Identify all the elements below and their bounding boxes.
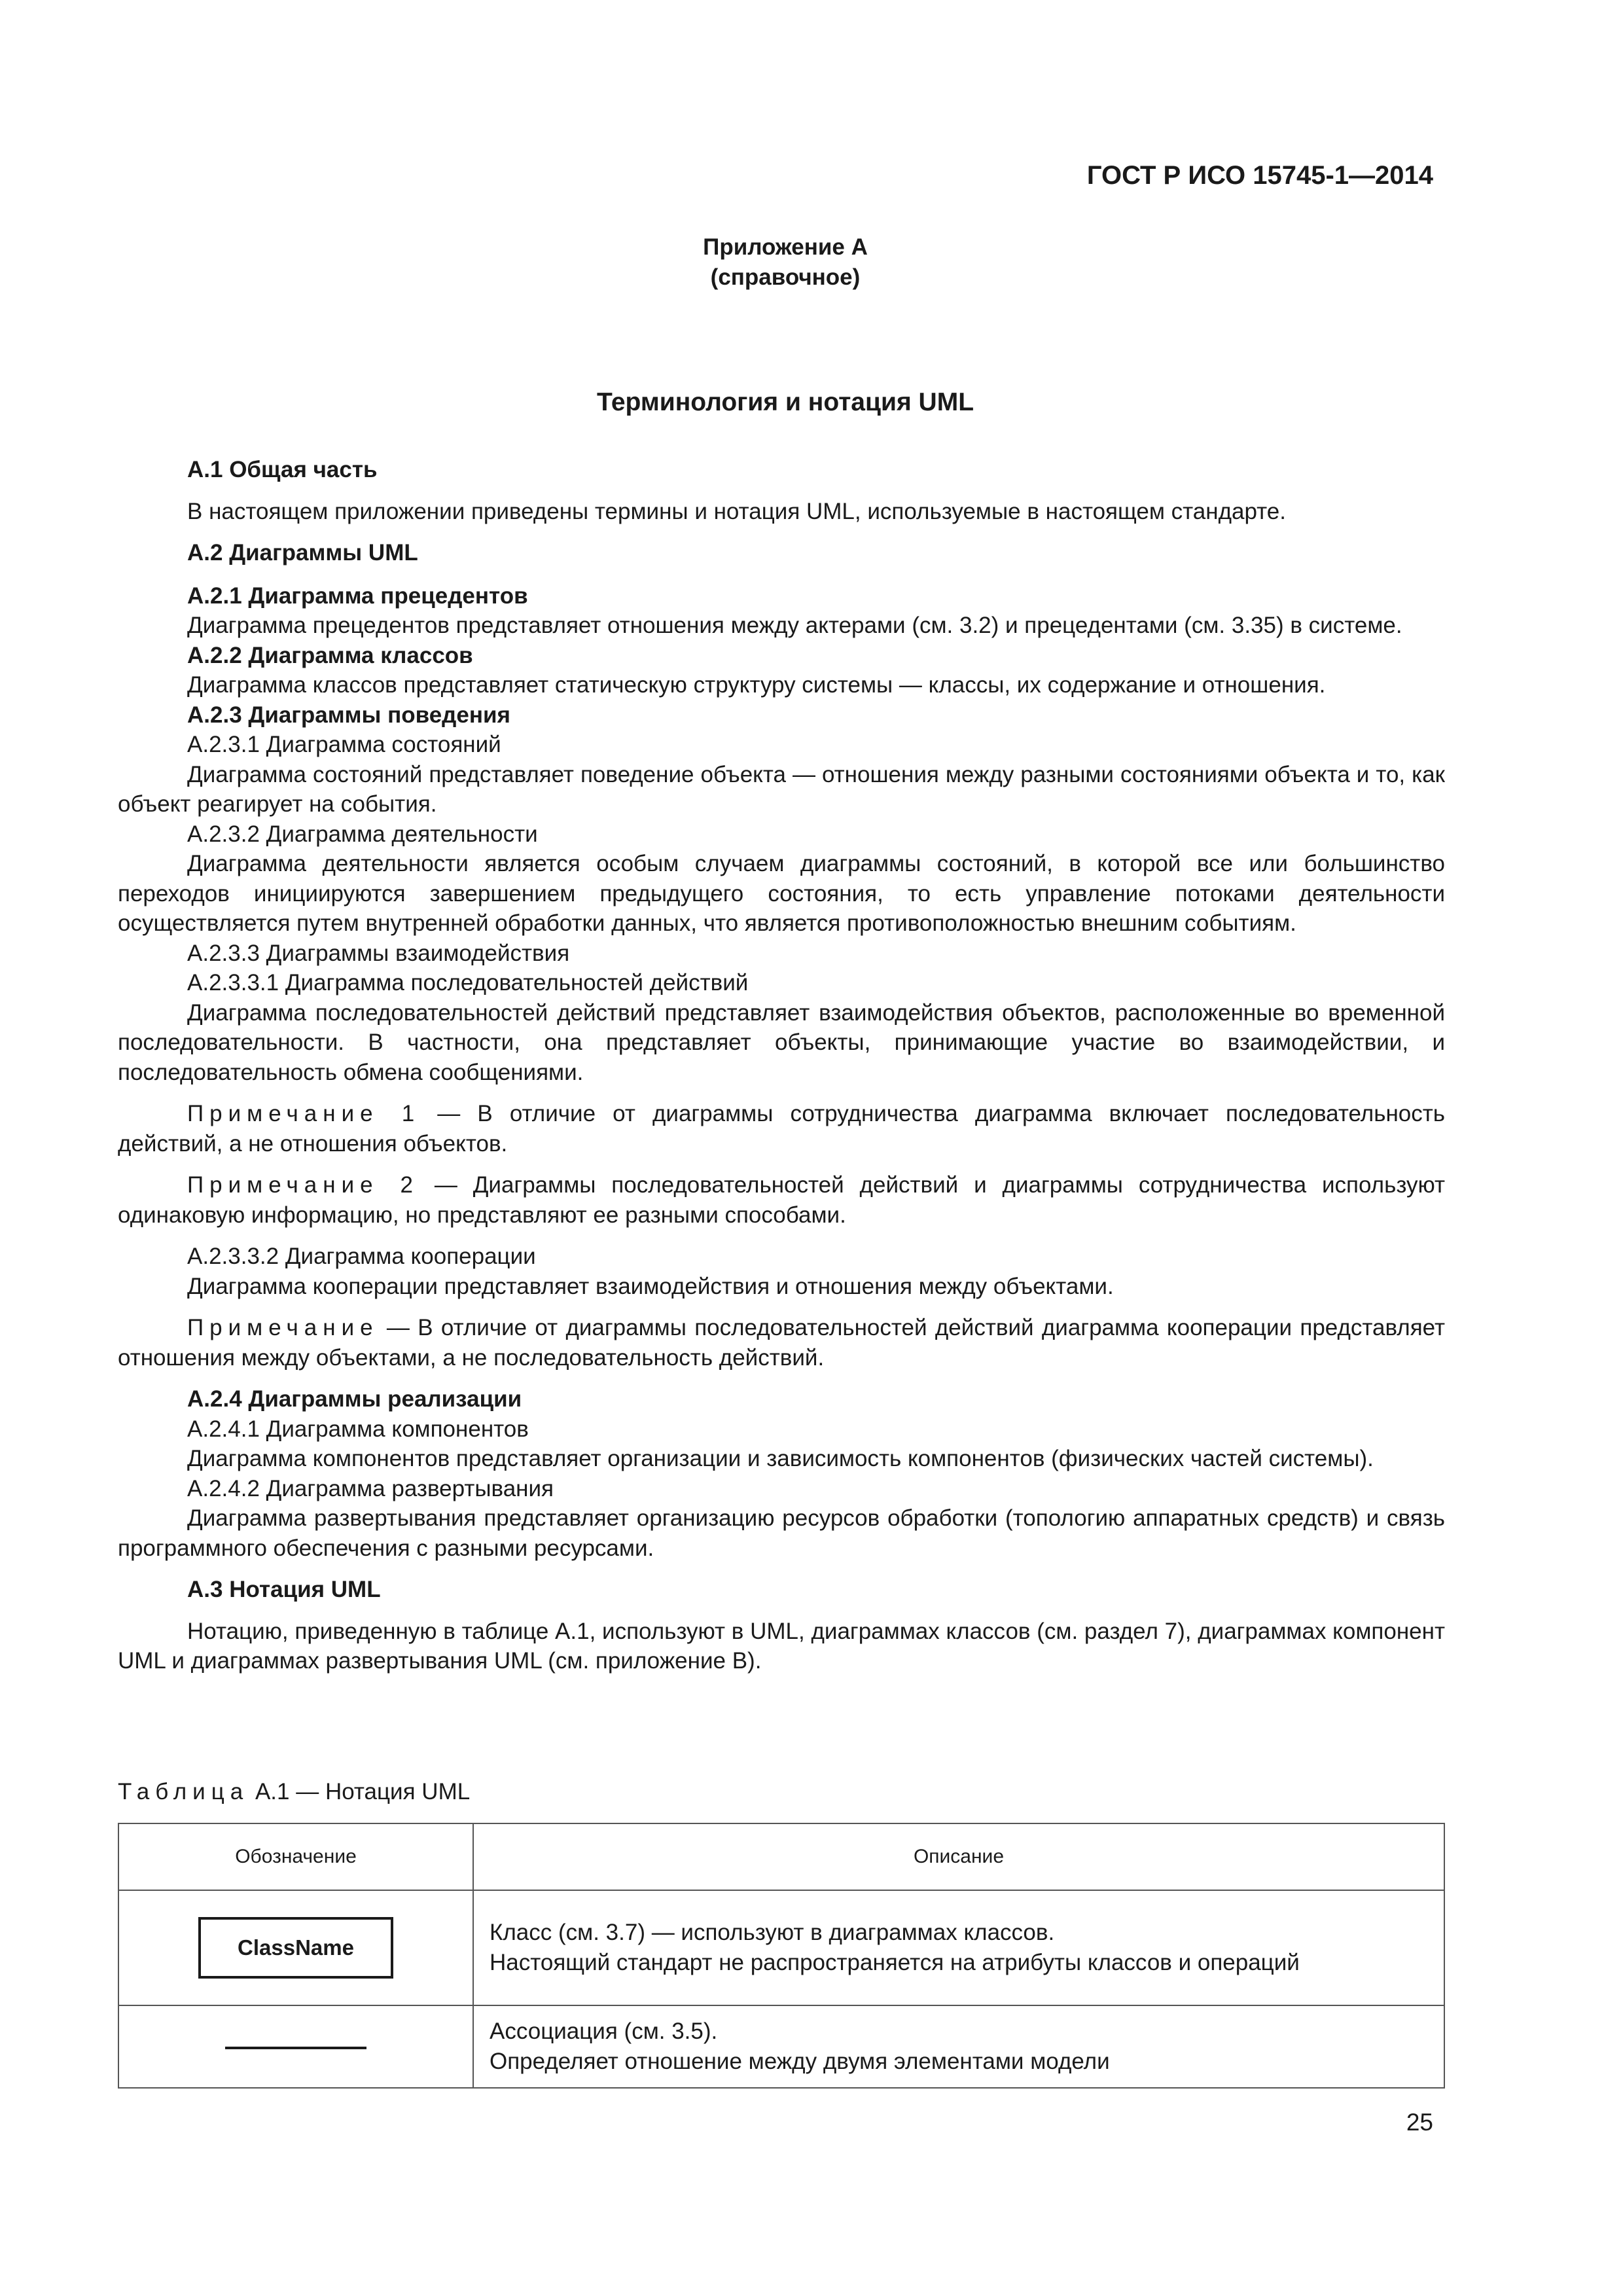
section-a242-title: А.2.4.2 Диаграмма развертывания (187, 1475, 554, 1501)
class-symbol-cell (118, 1890, 473, 2005)
document-header: ГОСТ Р ИСО 15745-1—2014 (1086, 161, 1433, 190)
note-1 (118, 1099, 1445, 1158)
column-header-description: Описание (473, 1823, 1444, 1890)
section-a2331-title: А.2.3.3.1 Диаграмма последовательностей действий (187, 970, 749, 996)
class-description-cell (473, 1890, 1444, 2005)
description-line: Ассоциация (см. 3.5). (490, 2018, 718, 2044)
page-title: Терминология и нотация UML (596, 388, 974, 416)
section-a24-title: А.2.4 Диаграммы реализации (187, 1386, 522, 1412)
note-1-label: Примечание 1 (187, 1101, 421, 1126)
annex-status: (справочное) (710, 264, 861, 290)
annex-title: Приложение А (703, 234, 868, 260)
note-3-label: Примечание (187, 1315, 379, 1340)
section-a3-text: Нотацию, приведенную в таблице А.1, используют в UML, диаграммах классов (см. раздел 7), диаграммах компонент UML и диаграммах развертывания UML (см. приложение В). (118, 1618, 1445, 1674)
note-2-label: Примечание 2 (187, 1172, 419, 1198)
table-row (118, 1890, 1444, 2005)
uml-notation-table (118, 1823, 1445, 2089)
note-1-text: — В отличие от диаграммы сотрудничества диаграмма включает последовательность действий, а не отношения объектов. (118, 1101, 1445, 1157)
column-header-symbol: Обозначение (118, 1823, 473, 1890)
section-a242-text: Диаграмма развертывания представляет организацию ресурсов обработки (топологию аппаратных средств) и связь программного обеспечения с разными ресурсами. (118, 1505, 1445, 1561)
section-a2-title: А.2 Диаграммы UML (187, 540, 418, 565)
document-body (118, 455, 1445, 1676)
association-description-cell (473, 2005, 1444, 2088)
description-line: Определяет отношение между двумя элементами модели (490, 2049, 1110, 2074)
table-caption (118, 1779, 470, 1805)
page-number: 25 (1406, 2109, 1433, 2136)
section-a21-title: А.2.1 Диаграмма прецедентов (187, 583, 528, 609)
note-3 (118, 1313, 1445, 1372)
table-header-row (118, 1823, 1444, 1890)
section-a22-text: Диаграмма классов представляет статическую структуру системы — классы, их содержание и отношения. (187, 672, 1326, 698)
note-2-text: — Диаграммы последовательностей действий и диаграммы сотрудничества используют одинаковую информацию, но представляют ее разными способами. (118, 1172, 1445, 1228)
section-a1-title: А.1 Общая часть (187, 457, 378, 482)
association-symbol-cell (118, 2005, 473, 2088)
section-a2332-text: Диаграмма кооперации представляет взаимодействия и отношения между объектами. (187, 1273, 1114, 1299)
description-line: Настоящий стандарт не распространяется на атрибуты классов и операций (490, 1950, 1300, 1975)
section-a21-text: Диаграмма прецедентов представляет отношения между актерами (см. 3.2) и прецедентами (см. 3.35) в системе. (187, 613, 1402, 638)
section-a2332-title: А.2.3.3.2 Диаграмма кооперации (187, 1244, 536, 1269)
section-a232-title: А.2.3.2 Диаграмма деятельности (187, 821, 538, 847)
section-a2331-text: Диаграмма последовательностей действий представляет взаимодействия объектов, расположенные во временной последовательности. В частности, она представляет объекты, принимающие участие во взаимодействии, и последовательность обмена сообщениями. (118, 999, 1445, 1085)
section-a233-title: А.2.3.3 Диаграммы взаимодействия (187, 940, 570, 966)
association-line-symbol (225, 2047, 366, 2049)
section-a23-title: А.2.3 Диаграммы поведения (187, 702, 510, 728)
section-a1-text: В настоящем приложении приведены термины и нотация UML, используемые в настоящем стандарте. (187, 498, 1286, 524)
class-box-symbol: ClassName (198, 1917, 393, 1979)
note-2 (118, 1170, 1445, 1230)
table-row (118, 2005, 1444, 2088)
section-a3-title: А.3 Нотация UML (187, 1577, 381, 1602)
section-a241-title: А.2.4.1 Диаграмма компонентов (187, 1416, 529, 1442)
note-3-text: — В отличие от диаграммы последовательностей действий диаграмма кооперации представляет отношения между объектами, а не последовательность действий. (118, 1315, 1445, 1371)
description-line: Класс (см. 3.7) — используют в диаграммах классов. (490, 1920, 1055, 1945)
section-a232-text: Диаграмма деятельности является особым случаем диаграммы состояний, в которой все или большинство переходов инициируются завершением предыдущего состояния, то есть управление потоками деятельности осуществляется путем внутренней обработки данных, что является противоположностью внешним событиям. (118, 851, 1445, 936)
section-a231-title: А.2.3.1 Диаграмма состояний (187, 732, 501, 757)
table-caption-text: А.1 — Нотация UML (249, 1779, 471, 1804)
section-a231-text: Диаграмма состояний представляет поведение объекта — отношения между разными состояниями объекта и то, как объект реагирует на события. (118, 761, 1445, 817)
annex-heading (118, 232, 1453, 293)
section-a22-title: А.2.2 Диаграмма классов (187, 642, 473, 668)
table-caption-label: Таблица (118, 1779, 249, 1804)
section-a241-text: Диаграмма компонентов представляет организации и зависимость компонентов (физических частей системы). (187, 1446, 1374, 1471)
